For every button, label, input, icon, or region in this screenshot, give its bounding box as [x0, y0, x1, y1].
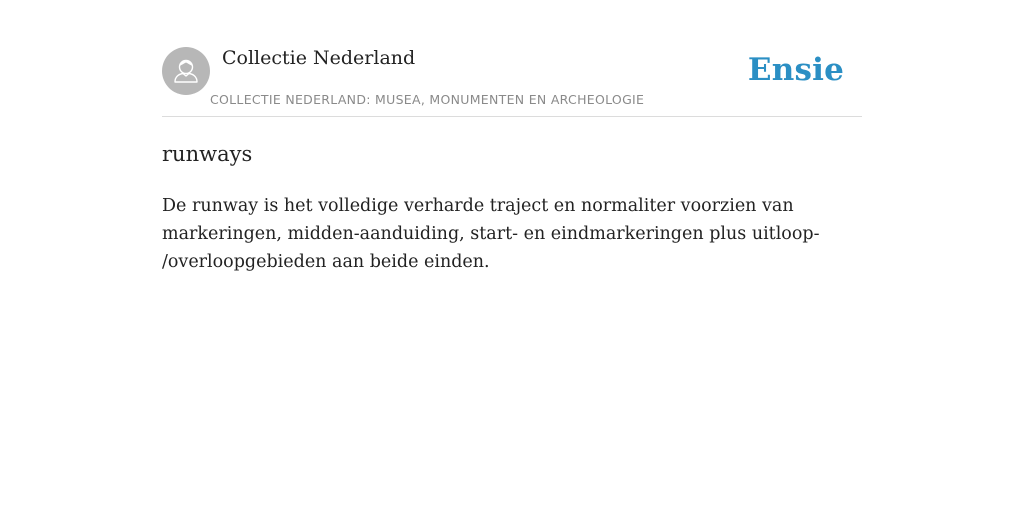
- ensie-logo[interactable]: Ensie: [747, 52, 844, 88]
- definition-line: markeringen, midden-aanduiding, start- en eindmarkeringen plus uitloop-: [162, 224, 820, 244]
- author-name[interactable]: Collectie Nederland: [222, 47, 416, 69]
- category-link[interactable]: COLLECTIE NEDERLAND: MUSEA, MONUMENTEN EN ARCHEOLOGIE: [210, 92, 645, 107]
- definition-line: /overloopgebieden aan beide einden.: [162, 252, 490, 272]
- header: [162, 0, 862, 117]
- term-title: runways: [162, 142, 253, 166]
- user-avatar-icon[interactable]: [162, 47, 210, 95]
- definition-text: [162, 192, 822, 276]
- definition-line: De runway is het volledige verharde traject en normaliter voorzien van: [162, 196, 794, 216]
